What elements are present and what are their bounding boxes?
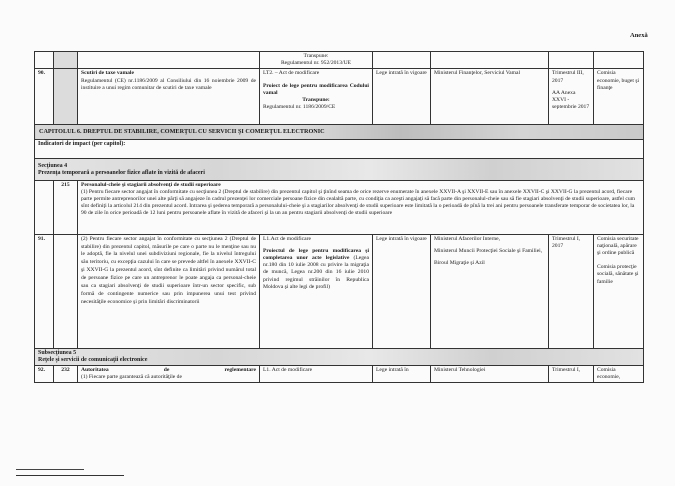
cell-committee <box>594 234 644 348</box>
cell-empty <box>78 52 260 69</box>
act-type: L1.Act de modificare <box>263 235 311 242</box>
draft-law: Proiectul de lege pentru modificarea şi completarea unor acte legislative <box>263 247 369 262</box>
status: Lege intrată în vigoare <box>373 234 431 348</box>
committee: Comisia economie, <box>594 366 644 383</box>
subsection-row <box>35 348 644 365</box>
table-row-article-215 <box>35 180 644 234</box>
cell-shaded <box>54 69 78 125</box>
table-row-90 <box>35 69 644 125</box>
annex-label: Anexă <box>630 32 648 39</box>
draft-law-details: (Legea nr.180 din 10 iulie 2008 cu privire la migraţia de muncă, Legea nr.200 din 16 iulie 2010 privind regimul străinilor în Republica Moldova şi alte legi de profil) <box>263 255 369 290</box>
cell-transpose <box>260 52 373 69</box>
responsible-authority: Ministerul Finanţelor, Serviciul Vamal <box>431 69 549 125</box>
chapter-heading: CAPITOLUL 6. DREPTUL DE STABILIRE, COMERŢUL CU SERVICII ŞI COMERŢUL ELECTRONIC <box>35 125 644 139</box>
act-type: LT2. – Act de modificare <box>263 70 320 77</box>
cell-act <box>260 69 373 125</box>
cell-empty <box>35 52 54 69</box>
cell-empty <box>594 52 644 69</box>
provision-text: (1) Fiecare parte garantează că autorităţile de <box>81 374 182 381</box>
section-subtitle: Prezenţa temporară a persoanelor fizice aflate în vizită de afaceri <box>38 169 205 176</box>
cell-authority <box>431 234 549 348</box>
cell-act <box>260 234 373 348</box>
section-title: Secţiunea 4 <box>38 162 68 169</box>
subsection-title: Subsecţiunea 5 <box>38 349 77 356</box>
article-number: 232 <box>54 366 78 383</box>
article-text: (1) Pentru fiecare sector angajat în conformitate cu secţiunea 2 (Dreptul de stabilire) din prezentul capitol şi ţinînd seama de orice rezerve enumerate în anexele XXVII-A şi XXVII-E sau în anexele XXVII-C şi XXVII-G la prezentul acord, fiecare parte permite antreprenorilor unei alte părţi să angajeze în cadrul prezenţei lor comerciale persoane fizice din cealaltă parte, cu condiţia ca aceşti angajaţi să facă parte din personalul-cheie sau să fie stagiari absolvenţi de studii superioare, astfel cum sînt definiţi la articolul 214 din prezentul acord. Intrarea şi şederea temporară a personalului-cheie şi a stagiarilor absolvenţi de studii superioare este limitată la o perioadă de pînă la trei ani pentru persoanele transferate temporar de societatea lor, la 90 de zile în orice perioadă de 12 luni pentru persoanele aflate în vizită de afaceri şi la un an pentru stagiarii absolvenţi de studii superioare <box>81 188 635 217</box>
row-number: 90. <box>35 69 54 125</box>
cell-deadline <box>549 69 594 125</box>
deadline: Trimestrul I, 2017 <box>549 234 594 348</box>
transpose-label: Transpune: <box>303 53 329 59</box>
deadline-aa: AA Anexa XXVI - septembrie 2017 <box>552 89 590 111</box>
chapter-row <box>35 125 644 139</box>
act-type: L1. Act de modificare <box>260 366 373 383</box>
provision-text: (2) Pentru fiecare sector angajat în conformitate cu secţiunea 2 (Dreptul de stabilire) din prezentul capitol, măsurile pe care o parte nu le menţine sau nu le adoptă, fie la nivelul unei subdiviziuni regionale, fie la nivelul întregului său teritoriu, cu excepţia cazului în care se prevede altfel în anexele XXVII-C şi XXVII-G la prezentul acord, sînt definite ca limitări privind numărul total de persoane fizice pe care un antreprenor le poate angaja ca personal-cheie sau ca stagiari absolvenţi de studii superioare într-un sector specific, sub formă de contingente numerice sau prin impunerea unui test privind necesităţile economice şi prin limitări discriminatorii <box>78 234 260 348</box>
authority-1: Ministerul Afacerilor Interne, <box>434 235 501 242</box>
status: Lege intrată în vigoare <box>373 69 431 125</box>
transpose-label: Transpune: <box>302 97 330 104</box>
transpose-value: Regulamentul nr. 952/2013/UE <box>280 60 352 67</box>
committee: Comisia economie, buget şi finanţe <box>594 69 644 125</box>
impact-row <box>35 139 644 158</box>
committee-1: Comisia securitate naţională, apărare şi ordine publică <box>597 235 639 257</box>
cell-empty <box>373 52 431 69</box>
article-title: Personalul-cheie şi stagiarii absolvenţi de studii superioare <box>81 181 221 188</box>
cell-empty <box>35 180 54 234</box>
footnote-divider <box>16 469 84 470</box>
cell-shaded <box>54 52 78 69</box>
row-number: 91. <box>35 234 54 348</box>
cell-empty <box>431 52 549 69</box>
row-number: 92. <box>35 366 54 383</box>
section-heading <box>35 158 644 180</box>
cell-empty <box>549 52 594 69</box>
status: Lege intrată în <box>373 366 431 383</box>
draft-law: Proiect de lege pentru modificarea Codului vamal <box>263 82 369 96</box>
transpose-value: Regulamentul nr. 1186/2009/CE <box>263 104 336 111</box>
table-row-91 <box>35 234 644 348</box>
subsection-subtitle: Reţele şi servicii de comunicaţii electronice <box>38 356 148 363</box>
cell-article <box>78 180 644 234</box>
deadline: Trimestrul I, <box>549 366 594 383</box>
responsible-authority: Ministerul Tehnologiei <box>431 366 549 383</box>
deadline: Trimestrul III, 2017 <box>552 70 584 84</box>
provision-title: Scutiri de taxe vamale <box>81 70 134 77</box>
authority-2: Ministerul Muncii Protecţiei Sociale şi Familiei, <box>434 247 543 254</box>
provision-text: Regulamentul (CE) nr.1186/2009 al Consiliului din 16 noiembrie 2009 de instituire a unui regim comunitar de scutiri de taxe vamale <box>81 77 256 91</box>
article-number: 215 <box>54 180 78 234</box>
committee-2: Comisia protecţie socială, sănătate şi familie <box>597 264 639 285</box>
table-row-transpose <box>35 52 644 69</box>
cell-provision <box>78 366 260 383</box>
section-row <box>35 158 644 180</box>
impact-indicators: Indicatori de impact (per capitol): <box>35 139 644 158</box>
cell-provision <box>78 69 260 125</box>
footnote-divider <box>16 475 124 476</box>
subsection-heading <box>35 348 644 365</box>
authority-3: Biroul Migraţie şi Azil <box>434 260 485 267</box>
provision-title: Autoritatea de reglementare <box>81 367 256 374</box>
action-plan-table <box>34 51 644 383</box>
table-row-92 <box>35 366 644 383</box>
cell-empty <box>54 234 78 348</box>
